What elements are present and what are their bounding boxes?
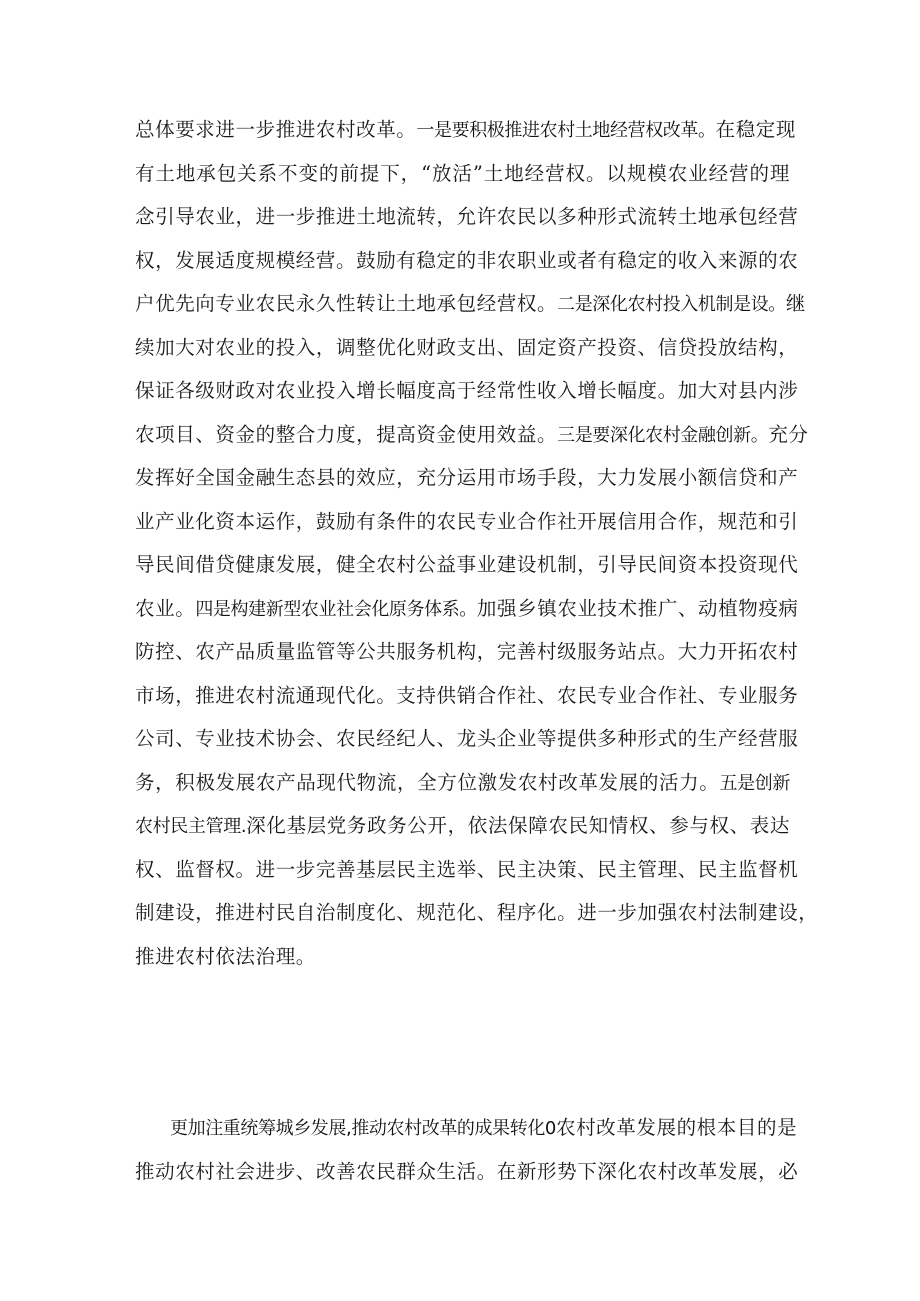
- text-line: 有土地承包关系不变的前提下，“放活”土地经营权。以规模农业经营的理: [135, 161, 790, 185]
- section-heading-five: 五是创新: [719, 772, 790, 794]
- text-line: 推进农村依法治理。: [135, 944, 316, 968]
- text-line: 务，积极发展农产品现代物流，全方位激发农村改革发展的活力。五是创新: [135, 770, 790, 794]
- text-line: 业产业化资本运作，鼓励有条件的农民专业合作社开展信用合作，规范和引: [135, 509, 799, 533]
- text-line: 农村民主管理.深化基层党务政务公开，依法保障农民知情权、参与权、表达: [135, 814, 790, 837]
- paragraph-rural-reform: [135, 108, 819, 978]
- section-heading-one: 一是要积极推进农村土地经营权改革。: [416, 120, 716, 141]
- text-line: 农项目、资金的整合力度，提高资金使用效益。三是要深化农村金融创新。充分: [135, 422, 809, 446]
- section-heading-four: 四是构建新型农业社会化原务体系。: [195, 598, 477, 620]
- paragraph-urban-rural: [135, 1106, 799, 1193]
- text-line: 公司、专业技术协会、农民经纪人、龙头企业等提供多种形式的生产经营服: [135, 727, 799, 750]
- text-line: 导民间借贷健康发展，健全农村公益事业建设机制，引导民间资本投资现代: [135, 553, 799, 576]
- text-line: 权、监督权。进一步完善基层民主选举、民主决策、民主管理、民主监督机: [135, 857, 799, 881]
- text-line: 念引导农业，进一步推进土地流转，允许农民以多种形式流转土地承包经营: [135, 205, 799, 228]
- text-line: 保证各级财政对农业投入增长幅度高于经常性收入增长幅度。加大对县内涉: [135, 379, 799, 402]
- text-line: 总体要求进一步推进农村改革。一是要积极推进农村土地经营权改革。在稳定现: [135, 118, 797, 141]
- text-line: 推动农村社会进步、改善农民群众生活。在新形势下深化农村改革发展，必: [135, 1159, 799, 1183]
- text-line: 更加注重统筹城乡发展,推动农村改革的成果转化0农村改革发展的根本目的是: [170, 1116, 798, 1139]
- text-line: 权，发展适度规模经营。鼓励有稳定的非农职业或者有稳定的收入来源的农: [135, 248, 799, 272]
- text-line: 制建设，推进村民自治制度化、规范化、程序化。进一步加强农村法制建设，: [135, 901, 819, 924]
- section-heading-two: 二是深化农村投入机制是设。: [557, 294, 786, 315]
- text-line: 市场，推进农村流通现代化。支持供销合作社、农民专业合作社、专业服务: [135, 683, 799, 707]
- paragraph-heading: 更加注重统筹城乡发展,推动农村改革的成果转化0: [170, 1118, 556, 1139]
- text-line: 防控、农产品质量监管等公共服务机构，完善村级服务站点。大力开拓农村: [135, 640, 799, 663]
- text-line: 农业。四是构建新型农业社会化原务体系。加强乡镇农业技术推广、动植物疫病: [135, 596, 799, 620]
- text-line: 户优先向专业农民永久性转让土地承包经营权。二是深化农村投入机制是设。继: [135, 292, 807, 315]
- text-line: 发挥好全国金融生态县的效应，充分运用市场手段，大力发展小额信贷和产: [135, 466, 799, 489]
- section-heading-five-cont: 农村民主管理.: [135, 816, 247, 837]
- text-line: 续加大对农业的投入，调整优化财政支出、固定资产投资、信贷投放结构，: [135, 335, 799, 359]
- section-heading-three: 三是要深化农村金融创新。: [557, 424, 769, 446]
